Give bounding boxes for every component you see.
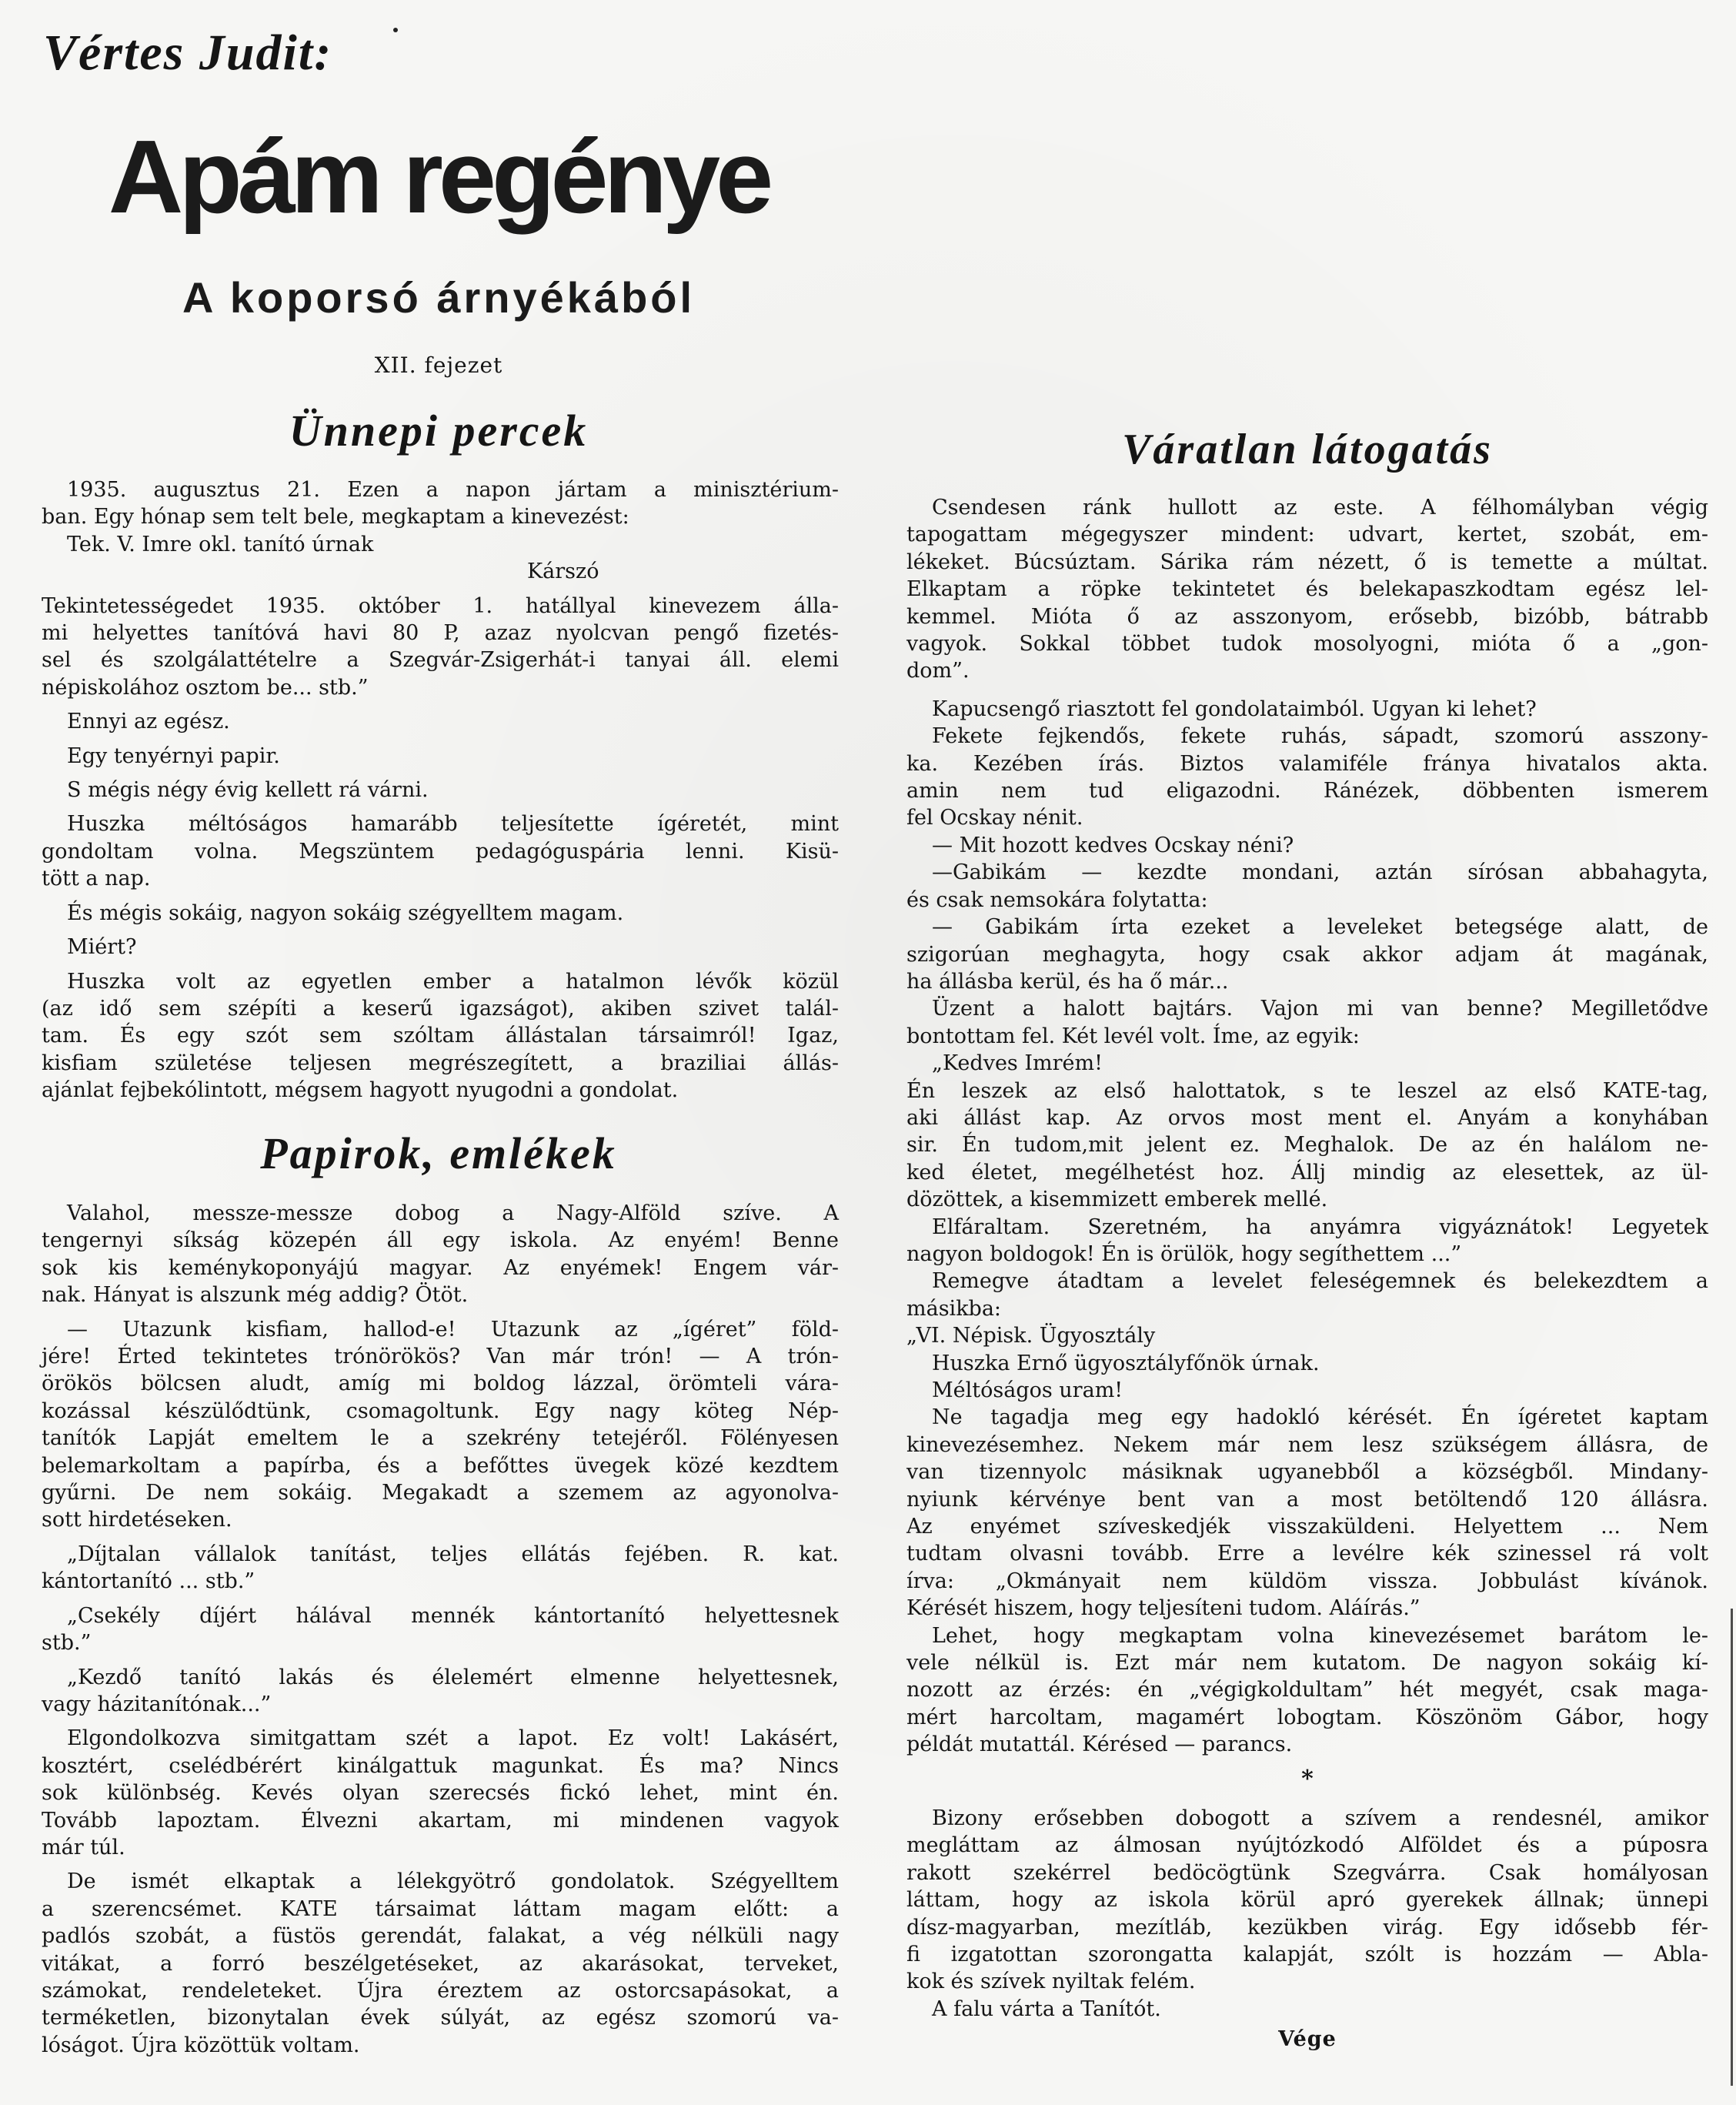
paragraph: [906, 995, 1708, 1050]
paragraph: [906, 914, 1708, 995]
text-line: megláttam az álmosan nyújtózkodó Alföldet és a púposra: [906, 1833, 1708, 1858]
text-line: Tekintetességedet 1935. október 1. hatállyal kinevezem álla-: [42, 593, 839, 618]
end-mark: Vége: [1278, 2027, 1337, 2052]
text-line: 1935. augusztus 21. Ezen a napon jártam a minisztérium-: [67, 478, 839, 502]
text-line: nyiunk kérvénye bent van a most betöltendő 120 állásra.: [906, 1487, 1708, 1512]
section-separator: *: [1301, 1766, 1314, 1793]
text-line: aki állást kap. Az orvos most ment el. Anyám a konyhában: [906, 1105, 1708, 1130]
text-line: Bizony erősebben dobogott a szívem a rendesnél, amikor: [932, 1806, 1708, 1830]
text-line: Elgondolkozva simitgattam szét a lapot. Ez volt! Lakásért,: [67, 1726, 839, 1751]
text-line: Méltóságos uram!: [932, 1378, 1123, 1402]
article-title: Apám regénye: [108, 119, 770, 235]
paragraph: [906, 696, 1708, 723]
text-line: Kérését hiszem, hogy teljesíteni tudom. Aláírás.”: [906, 1596, 1421, 1621]
paragraph: [906, 1214, 1708, 1268]
text-line: lékeket. Búcsúztam. Sárika rám nézett, ő is temette a múltat.: [906, 550, 1708, 574]
text-line: gondoltam volna. Megszüntem pedagóguspária lenni. Kisü-: [42, 839, 839, 864]
text-line: Huszka volt az egyetlen ember a hatalmon lévők közül: [67, 969, 839, 994]
text-line: van tizennyolc másiknak ugyanebből a községből. Mindany-: [906, 1460, 1708, 1485]
paragraph: [906, 1404, 1708, 1622]
paragraph: [42, 593, 839, 702]
closing-paragraphs: [906, 1805, 1708, 2023]
paragraph: [42, 934, 839, 961]
text-line: Ennyi az egész.: [67, 710, 230, 734]
paragraph: [906, 1996, 1708, 2023]
paragraph: [42, 558, 839, 585]
paragraph: [906, 1268, 1708, 1322]
paragraph: [42, 1868, 839, 2059]
text-line: dözöttek, a kisemmizett emberek mellé.: [906, 1188, 1328, 1212]
text-line: a szerencsémet. KATE társaimat láttam magam előtt: a: [42, 1896, 839, 1921]
text-line: jére! Érted tekintetes trónörökös? Van már trón! — A trón-: [42, 1345, 839, 1369]
text-line: Remegve átadtam a levelet feleségemnek és belekezdtem a: [932, 1269, 1708, 1294]
text-line: „Kezdő tanító lakás és élelemért elmenne helyettesnek,: [67, 1665, 839, 1689]
text-line: fel Ocskay nénit.: [906, 806, 1083, 830]
text-line: padlós szobát, a füstös gerendát, falakat, a vég nélküli nagy: [42, 1924, 839, 1949]
paragraph: [906, 1350, 1708, 1377]
closing-block: [906, 1766, 1708, 2053]
text-line: már túl.: [42, 1835, 125, 1859]
text-line: vagy házitanítónak...”: [42, 1692, 272, 1716]
scan-edge-line: [1731, 1609, 1733, 2086]
text-line: Csendesen ránk hullott az este. A félhomályban végig: [932, 496, 1708, 520]
text-line: „Kedves Imrém!: [932, 1051, 1103, 1076]
text-line: Az enyémet szíveskedjék visszaküldeni. Helyettem ... Nem: [906, 1515, 1708, 1539]
author-byline: Vértes Judit:: [43, 25, 333, 81]
paragraph: [906, 723, 1708, 832]
paragraph: [42, 968, 839, 1104]
text-line: ked életet, megélhetést hoz. Állj mindig az elesettek, az ül-: [906, 1160, 1708, 1184]
text-line: Valahol, messze-messze dobog a Nagy-Alföld szíve. A: [67, 1201, 839, 1225]
section-heading-varatlan-latogatas: Váratlan látogatás: [1122, 426, 1493, 473]
paragraph: [906, 832, 1708, 859]
text-line: mért harcoltam, magamért lobogtam. Köszönöm Gábor, hogy: [906, 1705, 1708, 1729]
paragraph: [42, 1602, 839, 1657]
text-line: sel és szolgálattételre a Szegvár-Zsigerhát-i tanyai áll. elemi: [42, 648, 839, 673]
text-line: vele nélkül is. Ezt már nem kutatom. De nagyon sokáig kí-: [906, 1651, 1708, 1676]
text-line: másikba:: [906, 1296, 1002, 1321]
text-line: Tek. V. Imre okl. tanító úrnak: [67, 532, 374, 556]
paragraph: [42, 1664, 839, 1719]
text-line: „Csekély díjért hálával mennék kántortanító helyettesnek: [67, 1603, 839, 1628]
text-line: — Mit hozott kedves Ocskay néni?: [932, 833, 1294, 857]
article-subtitle: A koporsó árnyékából: [182, 273, 696, 322]
text-line: sok kis keménykoponyájú magyar. Az enyémek! Engem vár-: [42, 1255, 839, 1280]
text-line: kozással készülődtünk, csomagoltunk. Egy nagy köteg Nép-: [42, 1398, 839, 1423]
text-line: kisfiam születése teljesen megrészegített, a braziliai állás-: [42, 1051, 839, 1075]
text-line: rakott szekérrel bedöcögtünk Szegvárra. Csak homályosan: [906, 1860, 1708, 1885]
section-body-unnepi-percek: [42, 476, 839, 1104]
paragraph: [42, 1725, 839, 1861]
paragraph: [906, 1050, 1708, 1077]
text-line: dísz-magyarban, mezítláb, kezükben virág. Egy idősebb fér-: [906, 1915, 1708, 1940]
text-line: nozott az érzés: én „végigkoldultam” hét megyét, csak maga-: [906, 1678, 1708, 1702]
text-line: S mégis négy évig kellett rá várni.: [67, 778, 429, 803]
text-line: lóságot. Újra közöttük voltam.: [42, 2033, 360, 2057]
print-speck: [393, 28, 398, 32]
text-line: ka. Kezében írás. Biztos valamiféle fránya hivatalos akta.: [906, 751, 1708, 776]
text-line: szigorúan meghagyta, hogy csak akkor adjam át magának,: [906, 942, 1708, 967]
paragraph: [906, 1805, 1708, 1996]
text-line: Elfáraltam. Szeretném, ha anyámra vigyáznátok! Legyetek: [932, 1215, 1708, 1239]
text-line: De ismét elkaptak a lélekgyötrő gondolatok. Szégyelltem: [67, 1869, 839, 1894]
text-line: —Gabikám — kezdte mondani, aztán sírósan abbahagyta,: [932, 860, 1708, 885]
text-line: ajánlat fejbekólintott, mégsem hagyott nyugodni a gondolat.: [42, 1078, 679, 1103]
section-heading-papirok-emlekek: Papirok, emlékek: [260, 1128, 617, 1178]
text-line: belemarkoltam a papírba, és a befőttes üvegek közé kezdtem: [42, 1453, 839, 1478]
text-line: Én leszek az első halottatok, s te leszel az első KATE-tag,: [906, 1078, 1708, 1103]
paragraph: [42, 708, 839, 735]
text-line: sir. Én tudom,mit jelent ez. Meghalok. De az én halálom ne-: [906, 1133, 1708, 1158]
text-line: Huszka méltóságos hamarább teljesítette ígéretét, mint: [67, 812, 839, 837]
text-line: Fekete fejkendős, fekete ruhás, sápadt, szomorú asszony-: [932, 724, 1708, 749]
text-line: Tovább lapoztam. Élvezni akartam, mi mindenen vagyok: [42, 1808, 839, 1833]
text-line: népiskolához osztom be... stb.”: [42, 675, 369, 700]
text-line: vitákat, a forró beszélgetéseket, az akarásokat, terveket,: [42, 1951, 839, 1976]
text-line: számokat, rendeleteket. Újra éreztem az ostorcsapásokat, a: [42, 1978, 839, 2003]
text-line: gyűrni. De nem sokáig. Megakadt a szemem az agyonolva-: [42, 1481, 839, 1505]
section-body-papirok-emlekek: [42, 1200, 839, 2059]
text-line: sok különbség. Kevés olyan szerecsés fickó lehet, mint én.: [42, 1781, 839, 1806]
text-line: tanítók Lapját emeltem le a szekrény tetejéről. Fölényesen: [42, 1426, 839, 1451]
text-line: amin nem tud eligazodni. Ránézek, döbbenten ismerem: [906, 779, 1708, 804]
paragraph: [906, 1622, 1708, 1759]
paragraph: [906, 859, 1708, 914]
paragraph: [42, 476, 839, 531]
paragraph: [906, 494, 1708, 685]
text-line: tudtam olvasni tovább. Erre a levélre kék szinessel rá volt: [906, 1542, 1708, 1566]
text-line: írva: „Okmányait nem küldöm vissza. Jobbulást kívánok.: [906, 1569, 1708, 1593]
chapter-label: XII. fejezet: [374, 353, 503, 378]
text-line: kinevezésemhez. Nekem már nem lesz szükségem állásra, de: [906, 1432, 1708, 1457]
text-line: örökös bölcsen aludt, amíg mi boldog lázzal, örömteli vára-: [42, 1372, 839, 1396]
text-line: dom”.: [906, 659, 970, 683]
text-line: Huszka Ernő ügyosztályfőnök úrnak.: [932, 1351, 1320, 1375]
text-line: Lehet, hogy megkaptam volna kinevezésemet barátom le-: [932, 1623, 1708, 1648]
paragraph: [42, 743, 839, 770]
text-line: láttam, hogy az iskola körül apró gyerekek állnak; ünnepi: [906, 1888, 1708, 1913]
text-line: ha állásba kerül, és ha ő már...: [906, 969, 1229, 994]
text-line: ban. Egy hónap sem telt bele, megkaptam a kinevezést:: [42, 505, 629, 530]
section-heading-unnepi-percek: Ünnepi percek: [289, 406, 589, 456]
text-line: A falu várta a Tanítót.: [932, 1996, 1161, 2021]
text-line: és csak nemsokára folytatta:: [906, 887, 1208, 912]
paragraph: [906, 1377, 1708, 1404]
text-line: nak. Hányat is alszunk még addig? Ötöt.: [42, 1283, 469, 1308]
paragraph: [42, 1541, 839, 1595]
text-line: „VI. Népisk. Ügyosztály: [906, 1324, 1156, 1348]
text-line: kok és szívek nyiltak felém.: [906, 1970, 1196, 1994]
text-line: Elkaptam a röpke tekintetet és belekapaszkodtam egész lel-: [906, 577, 1708, 602]
text-line: tapogattam mégegyszer mindent: udvart, kertet, szobát, em-: [906, 523, 1708, 547]
text-line: nagyon boldogok! Én is örülök, hogy segíthettem ...”: [906, 1241, 1462, 1266]
paragraph: [42, 777, 839, 804]
text-line: — Gabikám írta ezeket a leveleket betegsége alatt, de: [932, 915, 1708, 940]
text-line: És mégis sokáig, nagyon sokáig szégyelltem magam.: [67, 900, 624, 925]
text-line: (az idő sem szépíti a keserű igazságot), akiben szivet talál-: [42, 996, 839, 1021]
paragraph: [42, 1316, 839, 1534]
text-line: kosztért, cselédbérért kinálgattuk magunkat. És ma? Nincs: [42, 1753, 839, 1778]
text-line: példát mutattál. Kérésed — parancs.: [906, 1732, 1293, 1757]
paragraph: [42, 900, 839, 927]
text-line: — Utazunk kisfiam, hallod-e! Utazunk az „ígéret” föld-: [67, 1317, 839, 1342]
text-line: tött a nap.: [42, 867, 151, 891]
text-line: Miért?: [67, 935, 137, 960]
text-line: Ne tagadja meg egy hadokló kérését. Én ígéretet kaptam: [932, 1405, 1708, 1430]
text-line: tengernyi síkság közepén áll egy iskola. Az enyém! Benne: [42, 1228, 839, 1253]
paragraph: [42, 810, 839, 892]
text-line: sott hirdetéseken.: [42, 1508, 232, 1532]
paragraph: [906, 1078, 1708, 1214]
text-line: tam. És egy szót sem szóltam állástalan társaimról! Igaz,: [42, 1024, 839, 1048]
text-line: terméketlen, bizonytalan évek súlyát, az egész szomorú va-: [42, 2006, 839, 2030]
section-body-varatlan-latogatas: [906, 494, 1708, 1759]
text-line: vagyok. Sokkal többet tudok mosolyogni, mióta ő a „gon-: [906, 632, 1708, 657]
text-line: „Díjtalan vállalok tanítást, teljes ellátás fejében. R. kat.: [67, 1542, 839, 1566]
text-line: Kárszó: [527, 560, 599, 584]
text-line: Kapucsengő riasztott fel gondolataimból. Ugyan ki lehet?: [932, 697, 1537, 721]
text-line: bontottam fel. Két levél volt. Íme, az egyik:: [906, 1024, 1360, 1048]
text-line: Egy tenyérnyi papir.: [67, 743, 280, 768]
text-line: stb.”: [42, 1631, 92, 1656]
paragraph: [42, 1200, 839, 1309]
paragraph: [42, 531, 839, 558]
text-line: fi izgatottan szorongatta kalapját, szólt is hozzám — Abla-: [906, 1943, 1708, 1967]
paragraph: [906, 1322, 1708, 1349]
text-line: kemmel. Mióta ő az asszonyom, erősebb, bizóbb, bátrabb: [906, 604, 1708, 629]
text-line: mi helyettes tanítóvá havi 80 P, azaz nyolcvan pengő fizetés-: [42, 621, 839, 646]
text-line: Üzent a halott bajtárs. Vajon mi van benne? Megilletődve: [932, 997, 1708, 1021]
text-line: kántortanító ... stb.”: [42, 1569, 255, 1594]
